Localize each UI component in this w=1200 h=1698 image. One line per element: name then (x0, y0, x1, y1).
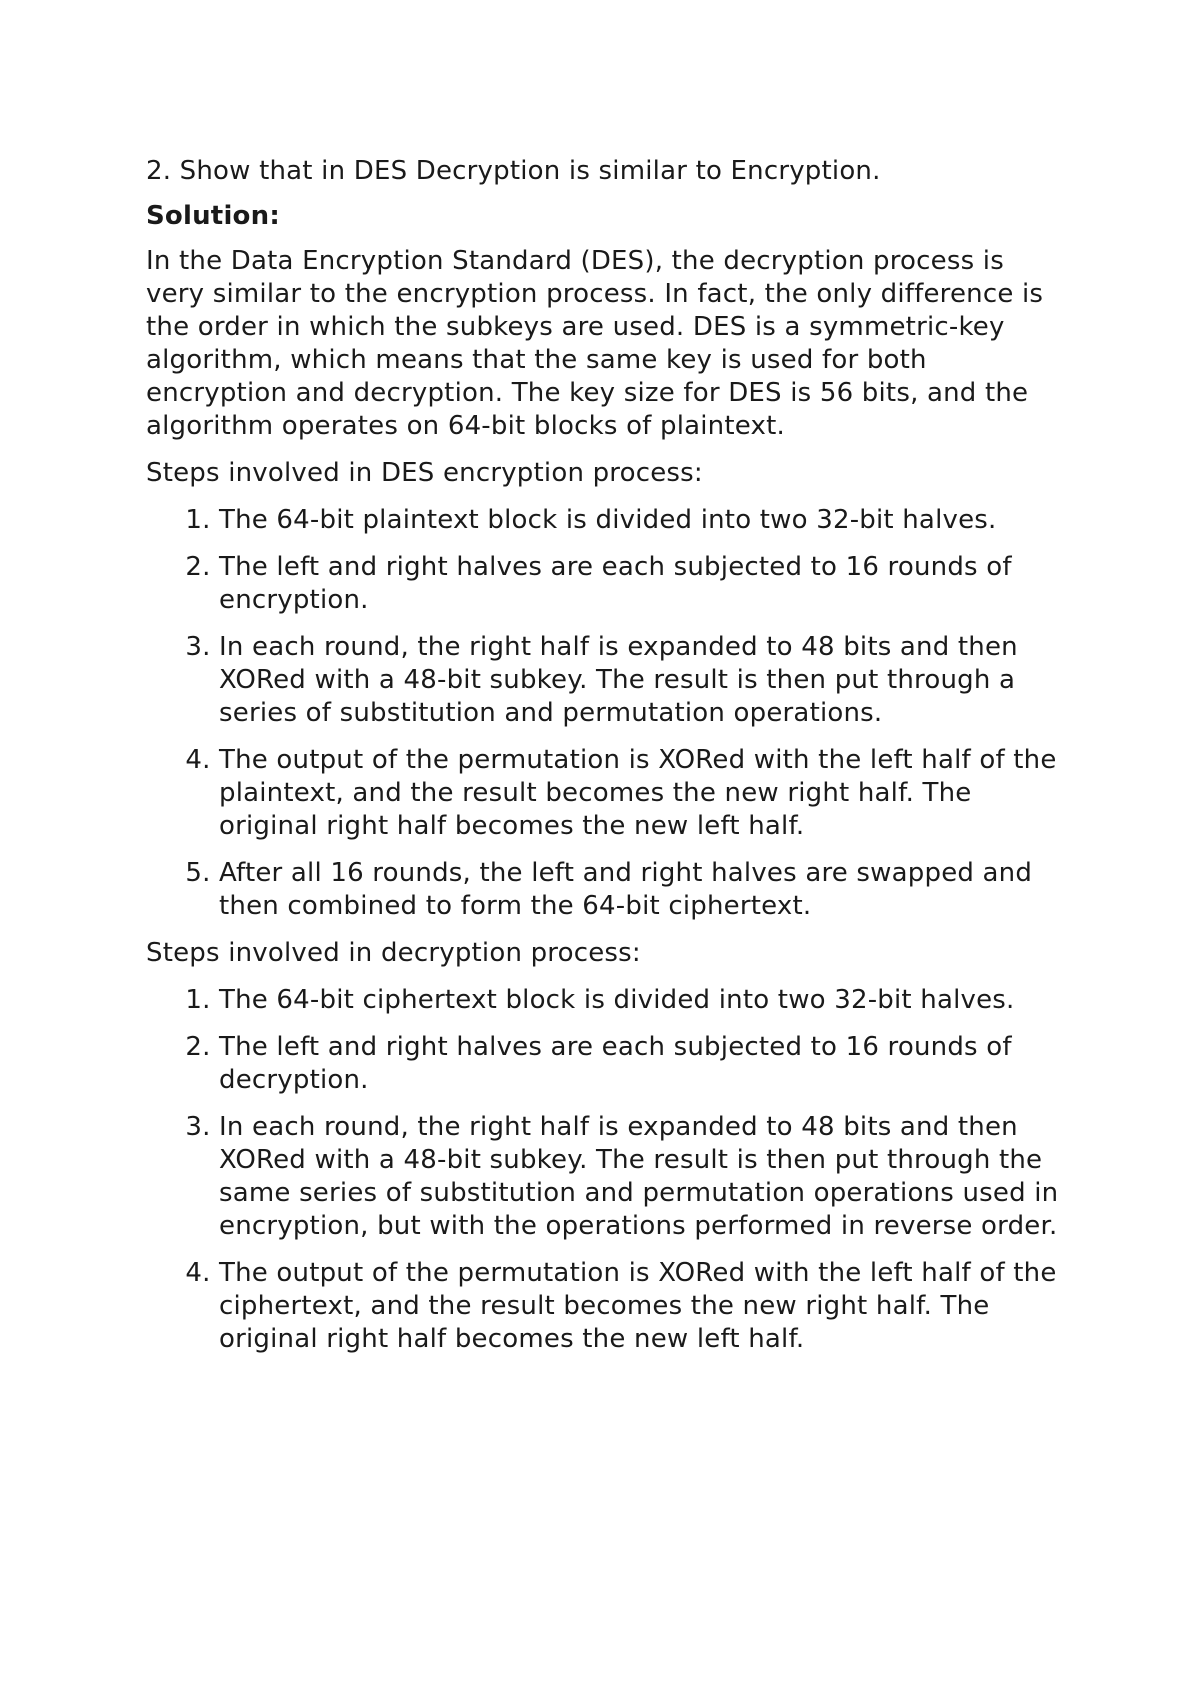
encryption-step: 5. After all 16 rounds, the left and right halves are swapped and then combined to form the 64-bit ciphertext. (219, 857, 1066, 923)
decryption-step: 4. The output of the permutation is XORed with the left half of the ciphertext, and the result becomes the new right half. The original right half becomes the new left half. (219, 1257, 1066, 1356)
decryption-step: 1. The 64-bit ciphertext block is divided into two 32-bit halves. (219, 984, 1066, 1017)
decryption-steps-list (146, 984, 1066, 1356)
encryption-steps-list (146, 504, 1066, 923)
document-page (146, 155, 1066, 1370)
decryption-step: 3. In each round, the right half is expanded to 48 bits and then XORed with a 48-bit subkey. The result is then put through the same series of substitution and permutation operations used in encryption, but with the operations performed in reverse order. (219, 1111, 1066, 1243)
encryption-step: 4. The output of the permutation is XORed with the left half of the plaintext, and the result becomes the new right half. The original right half becomes the new left half. (219, 744, 1066, 843)
encryption-step: 2. The left and right halves are each subjected to 16 rounds of encryption. (219, 551, 1066, 617)
encryption-step: 3. In each round, the right half is expanded to 48 bits and then XORed with a 48-bit subkey. The result is then put through a series of substitution and permutation operations. (219, 631, 1066, 730)
solution-label: Solution: (146, 201, 280, 231)
decryption-step: 2. The left and right halves are each subjected to 16 rounds of decryption. (219, 1031, 1066, 1097)
decryption-heading: Steps involved in decryption process: (146, 938, 641, 968)
intro-paragraph: In the Data Encryption Standard (DES), the decryption process is very similar to the encryption process. In fact, the only difference is the order in which the subkeys are used. DES is a symmetric-key algorithm, which means that the same key is used for both encryption and decryption. The key size for DES is 56 bits, and the algorithm operates on 64-bit blocks of plaintext. (146, 246, 1044, 441)
encryption-step: 1. The 64-bit plaintext block is divided into two 32-bit halves. (219, 504, 1066, 537)
encryption-heading: Steps involved in DES encryption process: (146, 458, 703, 488)
question-text: 2. Show that in DES Decryption is similar to Encryption. (146, 156, 881, 186)
